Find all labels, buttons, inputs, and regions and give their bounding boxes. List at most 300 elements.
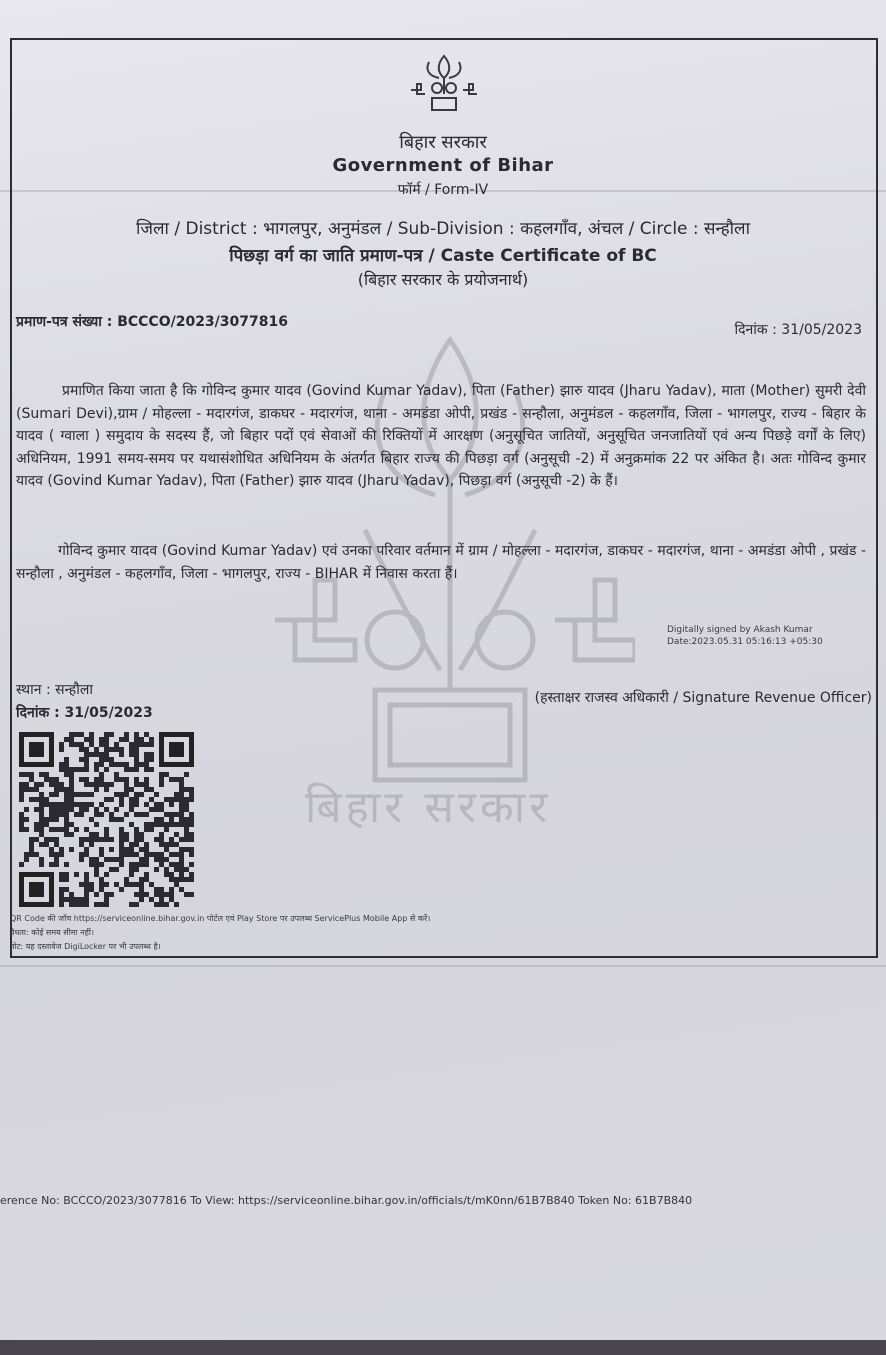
qr-module <box>64 877 69 882</box>
qr-module <box>124 777 129 782</box>
qr-module <box>94 872 99 877</box>
qr-module <box>69 832 74 837</box>
qr-module <box>174 852 179 857</box>
qr-module <box>159 892 164 897</box>
qr-module <box>179 817 184 822</box>
qr-module <box>159 832 164 837</box>
qr-module <box>174 842 179 847</box>
qr-module <box>74 767 79 772</box>
qr-module <box>64 802 69 807</box>
qr-module <box>59 827 64 832</box>
qr-module <box>99 837 104 842</box>
qr-module <box>64 807 69 812</box>
qr-module <box>84 897 89 902</box>
qr-module <box>164 827 169 832</box>
qr-module <box>149 827 154 832</box>
qr-module <box>144 842 149 847</box>
qr-module <box>189 847 194 852</box>
qr-module <box>39 862 44 867</box>
qr-module <box>124 787 129 792</box>
qr-module <box>149 742 154 747</box>
qr-module <box>189 862 194 867</box>
qr-module <box>139 847 144 852</box>
qr-module <box>189 822 194 827</box>
qr-module <box>29 772 34 777</box>
qr-module <box>154 852 159 857</box>
qr-module <box>94 862 99 867</box>
qr-module <box>179 777 184 782</box>
qr-module <box>104 737 109 742</box>
qr-module <box>19 862 24 867</box>
qr-module <box>99 812 104 817</box>
qr-module <box>149 787 154 792</box>
qr-module <box>184 802 189 807</box>
qr-module <box>89 842 94 847</box>
qr-module <box>24 787 29 792</box>
qr-module <box>174 882 179 887</box>
qr-module <box>44 837 49 842</box>
qr-module <box>124 847 129 852</box>
qr-module <box>89 742 94 747</box>
qr-module <box>179 812 184 817</box>
qr-module <box>159 852 164 857</box>
qr-module <box>69 772 74 777</box>
qr-module <box>99 802 104 807</box>
qr-module <box>94 787 99 792</box>
qr-module <box>49 802 54 807</box>
qr-module <box>54 787 59 792</box>
qr-module <box>184 817 189 822</box>
qr-module <box>184 832 189 837</box>
qr-module <box>84 747 89 752</box>
qr-module <box>94 752 99 757</box>
qr-module <box>139 882 144 887</box>
qr-module <box>189 792 194 797</box>
qr-module <box>169 897 174 902</box>
qr-module <box>164 902 169 907</box>
qr-module <box>139 762 144 767</box>
qr-module <box>169 862 174 867</box>
qr-module <box>114 882 119 887</box>
qr-module <box>129 847 134 852</box>
qr-module <box>19 817 24 822</box>
qr-module <box>94 822 99 827</box>
qr-module <box>69 792 74 797</box>
qr-module <box>139 897 144 902</box>
qr-module <box>54 837 59 842</box>
qr-module <box>69 782 74 787</box>
qr-module <box>149 797 154 802</box>
qr-module <box>149 852 154 857</box>
qr-module <box>154 822 159 827</box>
form-number: फॉर्म / Form-IV <box>397 182 489 198</box>
qr-module <box>144 767 149 772</box>
qr-module <box>34 787 39 792</box>
qr-module <box>179 792 184 797</box>
qr-module <box>89 737 94 742</box>
qr-module <box>179 887 184 892</box>
qr-module <box>64 772 69 777</box>
certificate-title: पिछड़ा वर्ग का जाति प्रमाण-पत्र / Caste Certificate of BC <box>229 246 657 266</box>
qr-module <box>169 802 174 807</box>
qr-module <box>159 842 164 847</box>
qr-module <box>54 852 59 857</box>
qr-module <box>54 862 59 867</box>
qr-module <box>59 847 64 852</box>
qr-module <box>74 732 79 737</box>
qr-module <box>104 892 109 897</box>
qr-module <box>79 747 84 752</box>
qr-module <box>49 777 54 782</box>
qr-module <box>34 827 39 832</box>
qr-module <box>179 782 184 787</box>
qr-module <box>129 872 134 877</box>
qr-module <box>169 797 174 802</box>
qr-module <box>69 777 74 782</box>
qr-module <box>59 887 64 892</box>
qr-module <box>44 822 49 827</box>
qr-module <box>104 902 109 907</box>
qr-module <box>189 877 194 882</box>
qr-module <box>109 867 114 872</box>
qr-module <box>79 812 84 817</box>
qr-module <box>39 827 44 832</box>
qr-module <box>174 797 179 802</box>
qr-module <box>139 862 144 867</box>
qr-module <box>69 802 74 807</box>
qr-module <box>159 817 164 822</box>
qr-module <box>94 892 99 897</box>
qr-module <box>89 857 94 862</box>
qr-module <box>159 862 164 867</box>
qr-module <box>129 842 134 847</box>
qr-module <box>114 867 119 872</box>
qr-module <box>174 867 179 872</box>
qr-module <box>189 837 194 842</box>
qr-module <box>79 742 84 747</box>
qr-module <box>39 782 44 787</box>
qr-module <box>19 822 24 827</box>
qr-module <box>24 817 29 822</box>
qr-module <box>144 757 149 762</box>
qr-module <box>109 797 114 802</box>
qr-module <box>129 862 134 867</box>
qr-module <box>134 827 139 832</box>
qr-module <box>104 837 109 842</box>
qr-module <box>159 857 164 862</box>
qr-module <box>109 892 114 897</box>
qr-module <box>104 752 109 757</box>
qr-module <box>124 837 129 842</box>
qr-module <box>44 802 49 807</box>
qr-code[interactable] <box>16 732 198 907</box>
qr-module <box>149 757 154 762</box>
qr-module <box>34 837 39 842</box>
qr-module <box>104 857 109 862</box>
qr-module <box>164 812 169 817</box>
verification-notes <box>10 912 870 954</box>
qr-module <box>24 772 29 777</box>
qr-module <box>34 852 39 857</box>
qr-module <box>174 822 179 827</box>
residence-paragraph <box>16 540 866 585</box>
qr-module <box>64 862 69 867</box>
qr-module <box>99 752 104 757</box>
qr-module <box>134 832 139 837</box>
qr-module <box>99 762 104 767</box>
qr-module <box>79 807 84 812</box>
qr-module <box>179 797 184 802</box>
qr-module <box>39 807 44 812</box>
qr-module <box>39 812 44 817</box>
qr-module <box>124 762 129 767</box>
qr-module <box>19 792 24 797</box>
qr-module <box>59 902 64 907</box>
qr-module <box>164 822 169 827</box>
qr-module <box>19 827 24 832</box>
qr-module <box>154 807 159 812</box>
qr-module <box>129 767 134 772</box>
qr-module <box>144 862 149 867</box>
qr-module <box>74 902 79 907</box>
qr-module <box>54 827 59 832</box>
qr-module <box>69 742 74 747</box>
qr-module <box>74 742 79 747</box>
qr-module <box>159 837 164 842</box>
qr-module <box>179 852 184 857</box>
qr-module <box>104 897 109 902</box>
qr-module <box>104 757 109 762</box>
qr-module <box>99 737 104 742</box>
qr-module <box>89 732 94 737</box>
qr-module <box>124 792 129 797</box>
qr-module <box>134 852 139 857</box>
qr-module <box>84 752 89 757</box>
qr-module <box>174 832 179 837</box>
qr-module <box>44 772 49 777</box>
paragraph-text: प्रमाणित किया जाता है कि गोविन्द कुमार यादव (Govind Kumar Yadav), पिता (Father) झारु यादव (Jharu Yadav), माता (Mother) सुमरी देवी (Sumari Devi),ग्राम / मोहल्ला - मदारगंज, डाकघर - मदारगंज, थाना - अमडंडा ओपी, प्रखंड - सन्हौला, अनुमंडल - कहलगाँव, जिला - भागलपुर, राज्य - बिहार के यादव ( ग्वाला ) समुदाय के सदस्य हैं, जो बिहार पदों एवं सेवाओं की रिक्तियों में आरक्षण (अनुसूचित जातियों, अनुसूचित जनजातियों एवं अन्य पिछड़े वर्गों के लिए) अधिनियम, 1991 समय-समय पर यथासंशोधित अधिनियम के अंतर्गत बिहार राज्य की पिछड़ा वर्ग (अनुसूची -2) में अनुक्रमांक 22 पर अंकित है। अतः गोविन्द कुमार यादव (Govind Kumar Yadav), पिता (Father) झारु यादव (Jharu Yadav), पिछड़ा वर्ग (अनुसूची -2) के हैं। <box>16 383 866 489</box>
qr-module <box>49 837 54 842</box>
qr-module <box>64 792 69 797</box>
qr-module <box>159 782 164 787</box>
qr-module <box>184 822 189 827</box>
qr-module <box>49 807 54 812</box>
qr-module <box>159 777 164 782</box>
qr-module <box>84 877 89 882</box>
qr-module <box>74 792 79 797</box>
qr-module <box>154 802 159 807</box>
qr-module <box>114 857 119 862</box>
qr-module <box>179 877 184 882</box>
qr-module <box>69 732 74 737</box>
qr-module <box>29 852 34 857</box>
qr-module <box>64 737 69 742</box>
qr-module <box>114 777 119 782</box>
qr-module <box>129 797 134 802</box>
qr-module <box>129 852 134 857</box>
signing-date: दिनांक : 31/05/2023 <box>16 705 153 721</box>
qr-module <box>39 772 44 777</box>
qr-module <box>79 852 84 857</box>
qr-module <box>104 787 109 792</box>
qr-module <box>99 782 104 787</box>
qr-module <box>129 902 134 907</box>
qr-module <box>89 817 94 822</box>
qr-module <box>69 902 74 907</box>
qr-module <box>169 812 174 817</box>
qr-module <box>59 747 64 752</box>
qr-module <box>129 742 134 747</box>
qr-module <box>134 782 139 787</box>
qr-module <box>69 822 74 827</box>
qr-module <box>109 847 114 852</box>
qr-module <box>84 882 89 887</box>
qr-module <box>64 832 69 837</box>
qr-module <box>109 812 114 817</box>
qr-finder <box>29 742 44 757</box>
qr-module <box>159 807 164 812</box>
digital-signature <box>667 624 823 648</box>
qr-module <box>144 877 149 882</box>
qr-module <box>144 782 149 787</box>
qr-module <box>144 802 149 807</box>
qr-module <box>179 862 184 867</box>
qr-module <box>169 852 174 857</box>
qr-module <box>119 857 124 862</box>
note-line: नोट: यह दस्तावेज DigiLocker पर भी उपलब्ध है। <box>10 942 161 951</box>
qr-module <box>59 807 64 812</box>
qr-module <box>144 777 149 782</box>
qr-module <box>139 877 144 882</box>
qr-module <box>134 812 139 817</box>
qr-module <box>89 837 94 842</box>
qr-module <box>64 797 69 802</box>
qr-module <box>119 737 124 742</box>
qr-module <box>64 827 69 832</box>
qr-module <box>89 752 94 757</box>
gov-title-hindi: बिहार सरकार <box>399 132 487 153</box>
qr-module <box>139 892 144 897</box>
qr-module <box>134 837 139 842</box>
qr-module <box>84 892 89 897</box>
qr-module <box>99 772 104 777</box>
qr-module <box>114 807 119 812</box>
qr-module <box>119 747 124 752</box>
qr-module <box>89 832 94 837</box>
certificate-number: प्रमाण-पत्र संख्या : BCCCO/2023/3077816 <box>16 314 288 330</box>
qr-module <box>144 852 149 857</box>
qr-module <box>54 802 59 807</box>
qr-module <box>184 807 189 812</box>
qr-module <box>134 742 139 747</box>
qr-module <box>69 737 74 742</box>
qr-module <box>164 847 169 852</box>
qr-module <box>89 782 94 787</box>
qr-module <box>59 782 64 787</box>
qr-module <box>69 787 74 792</box>
bihar-emblem-icon <box>407 52 481 114</box>
gov-title-english: Government of Bihar <box>332 155 554 176</box>
qr-module <box>64 897 69 902</box>
qr-module <box>189 852 194 857</box>
qr-module <box>34 797 39 802</box>
qr-module <box>139 742 144 747</box>
qr-module <box>174 902 179 907</box>
qr-module <box>179 867 184 872</box>
qr-module <box>139 837 144 842</box>
qr-module <box>54 792 59 797</box>
qr-module <box>94 837 99 842</box>
qr-module <box>189 892 194 897</box>
qr-module <box>99 882 104 887</box>
qr-module <box>109 782 114 787</box>
qr-module <box>49 812 54 817</box>
qr-module <box>39 822 44 827</box>
qr-module <box>149 767 154 772</box>
qr-module <box>94 782 99 787</box>
qr-module <box>109 732 114 737</box>
qr-module <box>94 867 99 872</box>
qr-module <box>134 777 139 782</box>
qr-module <box>164 892 169 897</box>
qr-module <box>144 847 149 852</box>
qr-module <box>79 902 84 907</box>
qr-module <box>94 767 99 772</box>
qr-module <box>134 862 139 867</box>
qr-module <box>119 887 124 892</box>
qr-module <box>169 872 174 877</box>
note-line: QR Code की जाँच https://serviceonline.bihar.gov.in पोर्टल एवं Play Store पर उपलब्ध ServicePlus Mobile App से करें। <box>10 914 431 923</box>
qr-module <box>89 802 94 807</box>
qr-module <box>79 777 84 782</box>
qr-module <box>134 747 139 752</box>
paragraph-text: गोविन्द कुमार यादव (Govind Kumar Yadav) एवं उनका परिवार वर्तमान में ग्राम / मोहल्ला - मदारगंज, डाकघर - मदारगंज, थाना - अमडंडा ओपी , प्रखंड - सन्हौला , अनुमंडल - कहलगाँव, जिला - भागलपुर, राज्य - BIHAR में निवास करता हैं। <box>16 543 866 582</box>
qr-module <box>79 732 84 737</box>
qr-module <box>94 832 99 837</box>
qr-module <box>64 817 69 822</box>
qr-module <box>114 762 119 767</box>
qr-module <box>84 777 89 782</box>
qr-module <box>29 777 34 782</box>
qr-module <box>164 842 169 847</box>
qr-module <box>179 787 184 792</box>
qr-module <box>64 787 69 792</box>
qr-module <box>109 857 114 862</box>
qr-module <box>159 822 164 827</box>
qr-module <box>99 902 104 907</box>
qr-module <box>99 862 104 867</box>
qr-module <box>139 812 144 817</box>
qr-module <box>169 877 174 882</box>
qr-module <box>129 747 134 752</box>
qr-module <box>54 807 59 812</box>
qr-module <box>99 847 104 852</box>
qr-module <box>104 742 109 747</box>
qr-module <box>154 857 159 862</box>
signature-signer: Digitally signed by Akash Kumar <box>667 625 813 635</box>
qr-module <box>59 877 64 882</box>
qr-module <box>144 762 149 767</box>
qr-module <box>19 772 24 777</box>
qr-module <box>109 762 114 767</box>
qr-module <box>154 892 159 897</box>
signature-date: Date:2023.05.31 05:16:13 +05:30 <box>667 637 823 647</box>
qr-module <box>24 857 29 862</box>
qr-module <box>169 837 174 842</box>
qr-module <box>104 732 109 737</box>
qr-module <box>39 832 44 837</box>
qr-module <box>144 892 149 897</box>
